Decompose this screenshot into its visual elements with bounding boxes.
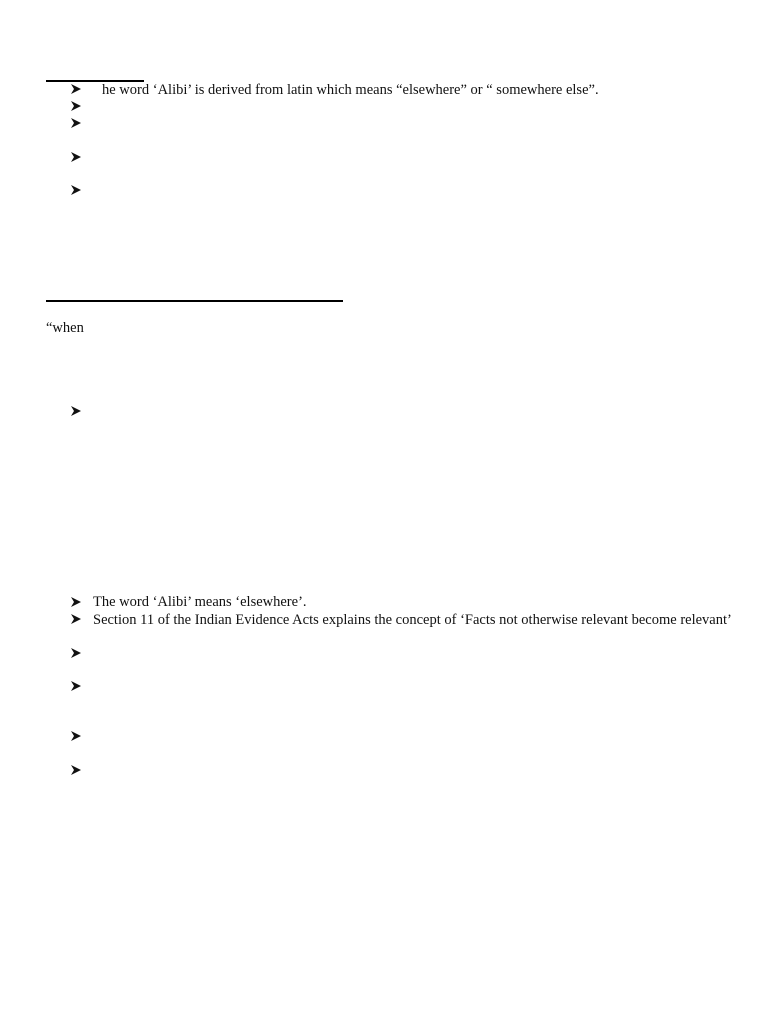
arrowhead-bullet-icon — [70, 596, 84, 610]
summary-item-section-11: Section 11 of the Indian Evidence Acts explains the concept of ‘Facts not otherwise relevant become relevant’ — [93, 612, 732, 628]
arrowhead-bullet-icon — [70, 730, 84, 744]
arrowhead-bullet-icon — [70, 613, 84, 627]
arrowhead-bullet-icon — [70, 680, 84, 694]
arrowhead-bullet-icon — [70, 764, 84, 778]
arrowhead-bullet-icon — [70, 647, 84, 661]
paragraph-fragment-when: “when — [46, 320, 84, 336]
heading-underline-2 — [46, 300, 343, 302]
arrowhead-bullet-icon — [70, 151, 84, 165]
arrowhead-bullet-icon — [70, 117, 84, 131]
arrowhead-bullet-icon — [70, 184, 84, 198]
arrowhead-bullet-icon — [70, 100, 84, 114]
summary-item-alibi-meaning: The word ‘Alibi’ means ‘elsewhere’. — [93, 594, 307, 610]
bullet-text-alibi-derivation: he word ‘Alibi’ is derived from latin which means “elsewhere” or “ somewhere else”. — [102, 82, 599, 98]
arrowhead-bullet-icon — [70, 83, 84, 97]
arrowhead-bullet-icon — [70, 405, 84, 419]
